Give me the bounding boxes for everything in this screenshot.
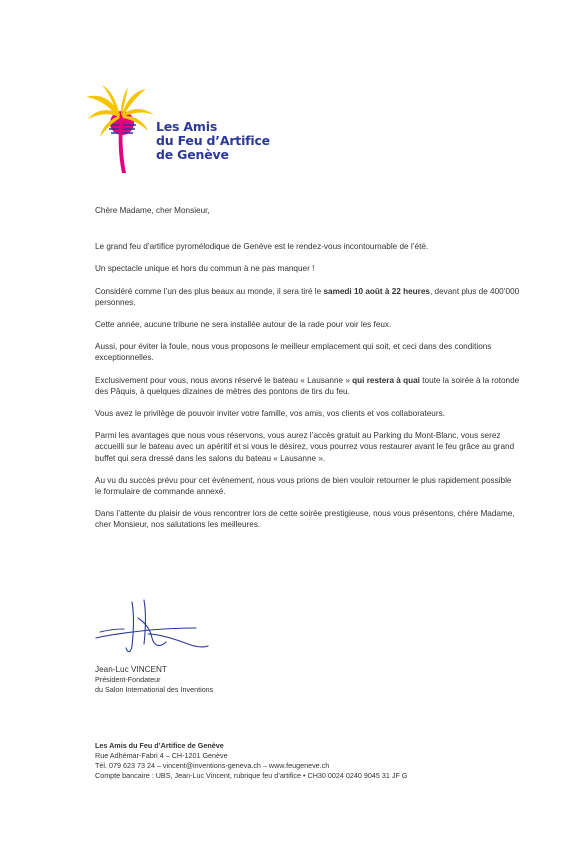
signer-block — [95, 665, 213, 694]
handwritten-signature — [92, 598, 212, 658]
paragraph-3 — [95, 286, 520, 308]
paragraph-8: Parmi les avantages que nous vous réservons, vous aurez l’accès gratuit au Parking du Mont-Blanc, vous serez accueilli sur le bateau avec un apéritif et si vous le désirez, vous pourrez vous restaurer avant le feu grâce au grand buffet qui sera dressé dans les salons du bateau « Lausanne ». — [95, 431, 515, 463]
event-date: samedi 10 août à 22 heures — [323, 286, 430, 296]
paragraph-6-text-b: toute la soirée à la rotonde des Pâquis, à quelques dizaines de mètres des pontons de tirs du feu. — [95, 375, 520, 396]
paragraph-7: Vous avez le privilège de pouvoir inviter votre famille, vos amis, vos clients et vos collaborateurs. — [95, 409, 445, 419]
footer-contact: Tél. 079 623 73 24 – vincent@inventions-geneva.ch – www.feugeneve.ch — [95, 761, 330, 770]
signer-title-2: du Salon International des Inventions — [95, 684, 214, 694]
footer-org-name: Les Amis du Feu d’Artifice de Genève — [95, 741, 224, 750]
logo-line-1: Les Amis — [156, 119, 218, 134]
salutation: Chère Madame, cher Monsieur, — [95, 206, 210, 215]
logo-line-3: de Genève — [156, 147, 229, 162]
paragraph-1: Le grand feu d’artifice pyromélodique de Genève est le rendez-vous incontournable de l’été. — [95, 242, 429, 252]
paragraph-9: Au vu du succès prévu pour cet événement, nous vous prions de bien vouloir retourner le plus rapidement possible le formulaire de commande annexé. — [95, 475, 512, 497]
logo — [82, 85, 272, 175]
paragraph-4: Cette année, aucune tribune ne sera installée autour de la rade pour voir les feux. — [95, 320, 392, 330]
paragraph-3-text-b: , devant plus de 400’000 personnes. — [95, 286, 520, 307]
paragraph-6-text-a: Exclusivement pour vous, nous avons réservé le bateau « Lausanne » — [95, 375, 353, 385]
signer-title-1: Président-Fondateur — [95, 675, 161, 684]
paragraph-2: Un spectacle unique et hors du commun à ne pas manquer ! — [95, 264, 315, 274]
signer-name: Jean-Luc VINCENT — [95, 665, 167, 674]
boat-at-dock: qui restera à quai — [352, 375, 420, 385]
paragraph-5: Aussi, pour éviter la foule, nous vous proposons le meilleur emplacement qui soit, et ceci dans des conditions exceptionnelles. — [95, 342, 492, 363]
logo-line-2: du Feu d’Artifice — [156, 133, 270, 148]
logo-wordmark — [156, 120, 270, 162]
paragraph-6 — [95, 375, 520, 397]
paragraph-3-text-a: Considéré comme l’un des plus beaux au monde, il sera tiré le — [95, 286, 324, 296]
paragraph-10: Dans l’attente du plaisir de vous rencontrer lors de cette soirée prestigieuse, nous vous présentons, chère Madame, cher Monsieur, nos salutations les meilleures. — [95, 509, 515, 530]
palm-tree-sun-icon — [82, 85, 162, 175]
footer-address: Rue Adhémar-Fabri 4 – CH-1201 Genève — [95, 751, 228, 760]
letter-body — [95, 205, 520, 542]
footer — [95, 741, 407, 781]
footer-bank: Compte bancaire : UBS, Jean-Luc Vincent, rubrique feu d’artifice • CH30 0024 0240 9045 31 JF G — [95, 771, 408, 780]
